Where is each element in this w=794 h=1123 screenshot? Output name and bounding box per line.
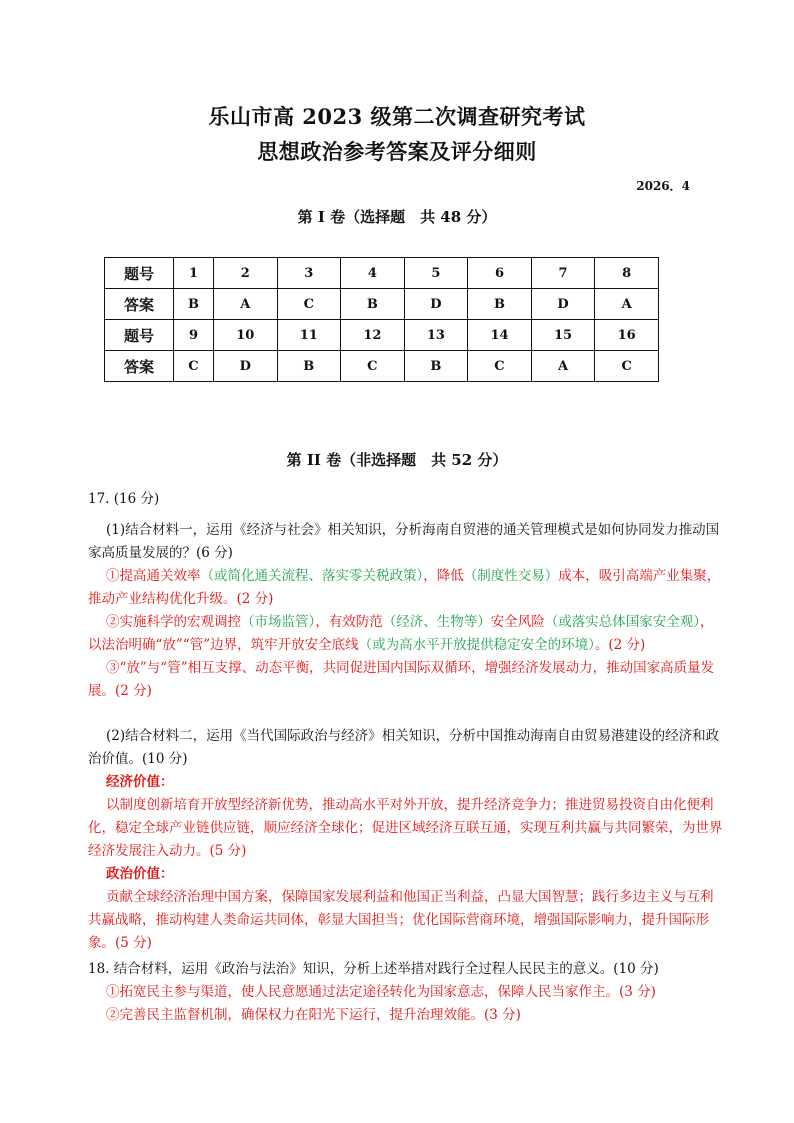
table-cell: A bbox=[213, 289, 277, 320]
alt-answer-note: （经济、生物等） bbox=[382, 614, 491, 630]
q17-1-answer-1 bbox=[88, 565, 724, 611]
table-cell: 12 bbox=[341, 320, 405, 351]
row-label: 答案 bbox=[105, 351, 174, 382]
table-cell: 14 bbox=[468, 320, 532, 351]
table-cell: 3 bbox=[277, 258, 341, 289]
alt-answer-note: （或为高水平开放提供稳定安全的环境） bbox=[358, 637, 595, 653]
row-label: 题号 bbox=[105, 320, 174, 351]
row-label: 答案 bbox=[105, 289, 174, 320]
q17-1-answer-3: ③“放”与“管”相互支撑、动态平衡，共同促进国内国际双循环，增强经济发展动力，推动国家高质量发展。(2 分) bbox=[88, 660, 715, 699]
q17-heading: 17. (16 分) bbox=[88, 491, 160, 507]
answer-text: 贡献全球经济治理中国方案，保障国家发展利益和他国正当利益，凸显大国智慧；践行多边主义与互利共赢战略，推动构建人类命运共同体，彰显大国担当；优化国际营商环境，增强国际影响力，提升国际形象。 bbox=[88, 889, 714, 951]
econ-value-answer bbox=[88, 794, 724, 863]
econ-value-label: 经济价值： bbox=[106, 774, 174, 790]
table-cell: 13 bbox=[404, 320, 468, 351]
table-cell: 4 bbox=[341, 258, 405, 289]
answer-text: ，以法治明确“放”“管”边界，筑牢开放安全底线 bbox=[88, 614, 714, 653]
doc-title-line2: 思想政治参考答案及评分细则 bbox=[257, 139, 537, 164]
table-row bbox=[105, 258, 659, 289]
table-cell: 16 bbox=[595, 320, 659, 351]
answer-text: ②实施科学的宏观调控 bbox=[106, 614, 241, 630]
table-row bbox=[105, 351, 659, 382]
table-cell: B bbox=[277, 351, 341, 382]
table-cell: 6 bbox=[468, 258, 532, 289]
table-cell: 11 bbox=[277, 320, 341, 351]
part1-title: 第 I 卷（选择题 共 48 分） bbox=[297, 208, 497, 226]
alt-answer-note: （市场监管） bbox=[241, 614, 316, 630]
table-row bbox=[105, 289, 659, 320]
row-label: 题号 bbox=[105, 258, 174, 289]
table-cell: B bbox=[404, 351, 468, 382]
answer-table bbox=[104, 257, 659, 382]
table-cell: C bbox=[277, 289, 341, 320]
table-row bbox=[105, 320, 659, 351]
table-cell: C bbox=[468, 351, 532, 382]
alt-answer-note: （或落实总体国家安全观） bbox=[544, 614, 700, 630]
pol-value-label: 政治价值： bbox=[106, 866, 174, 882]
table-cell: 2 bbox=[213, 258, 277, 289]
table-cell: 1 bbox=[174, 258, 214, 289]
pol-value-answer bbox=[88, 886, 724, 955]
table-cell: 8 bbox=[595, 258, 659, 289]
doc-title-line1: 乐山市高 2023 级第二次调查研究考试 bbox=[208, 104, 586, 129]
answer-text: 成本，吸引高端产业集聚，推动产业结构优化升级。(2 分) bbox=[88, 568, 721, 607]
alt-answer-note: （制度性交易） bbox=[463, 568, 559, 584]
score-note: (5 分) bbox=[209, 843, 247, 859]
answer-text: 以制度创新培育开放型经济新优势，推动高水平对外开放，提升经济竞争力；推进贸易投资自由化便利化，稳定全球产业链供应链，顺应经济全球化；促进区域经济互联互通，实现互利共赢与共同繁荣，为世界经济发展注入动力。 bbox=[88, 797, 723, 859]
table-cell: 7 bbox=[531, 258, 595, 289]
table-cell: C bbox=[341, 351, 405, 382]
q17-1-answer-2 bbox=[88, 611, 724, 657]
q18-answer-1: ①拓宽民主参与渠道，使人民意愿通过法定途径转化为国家意志，保障人民当家作主。(3 分) bbox=[106, 984, 656, 1000]
question-17 bbox=[88, 488, 724, 955]
table-cell: 10 bbox=[213, 320, 277, 351]
question-18 bbox=[88, 958, 724, 1027]
table-cell: 5 bbox=[404, 258, 468, 289]
part2-title: 第 II 卷（非选择题 共 52 分） bbox=[286, 451, 508, 469]
table-cell: B bbox=[174, 289, 214, 320]
table-cell: D bbox=[531, 289, 595, 320]
answer-text: ，降低 bbox=[423, 568, 464, 584]
answer-text: 。(2 分) bbox=[594, 637, 646, 653]
table-cell: D bbox=[404, 289, 468, 320]
score-note: (5 分) bbox=[115, 935, 152, 951]
answer-text: 安全风险 bbox=[490, 614, 545, 630]
q17-2-prompt: (2)结合材料二，运用《当代国际政治与经济》相关知识，分析中国推动海南自由贸易港建设的经济和政治价值。(10 分) bbox=[88, 728, 720, 767]
table-cell: 9 bbox=[174, 320, 214, 351]
table-cell: D bbox=[213, 351, 277, 382]
table-cell: C bbox=[174, 351, 214, 382]
table-cell: 15 bbox=[531, 320, 595, 351]
alt-answer-note: （或简化通关流程、落实零关税政策） bbox=[200, 568, 424, 584]
q18-answer-2: ②完善民主监督机制，确保权力在阳光下运行，提升治理效能。(3 分) bbox=[106, 1007, 521, 1023]
answer-text: ①提高通关效率 bbox=[106, 568, 201, 584]
q18-prompt: 18. 结合材料，运用《政治与法治》知识，分析上述举措对践行全过程人民民主的意义。(10 分) bbox=[88, 961, 659, 977]
table-cell: C bbox=[595, 351, 659, 382]
answer-text: ，有效防范 bbox=[315, 614, 383, 630]
table-cell: A bbox=[595, 289, 659, 320]
table-cell: B bbox=[468, 289, 532, 320]
q17-1-prompt: (1)结合材料一，运用《经济与社会》相关知识，分析海南自贸港的通关管理模式是如何协同发力推动国家高质量发展的？(6 分) bbox=[88, 522, 720, 561]
doc-date: 2026．4 bbox=[636, 179, 690, 193]
table-cell: A bbox=[531, 351, 595, 382]
table-cell: B bbox=[341, 289, 405, 320]
